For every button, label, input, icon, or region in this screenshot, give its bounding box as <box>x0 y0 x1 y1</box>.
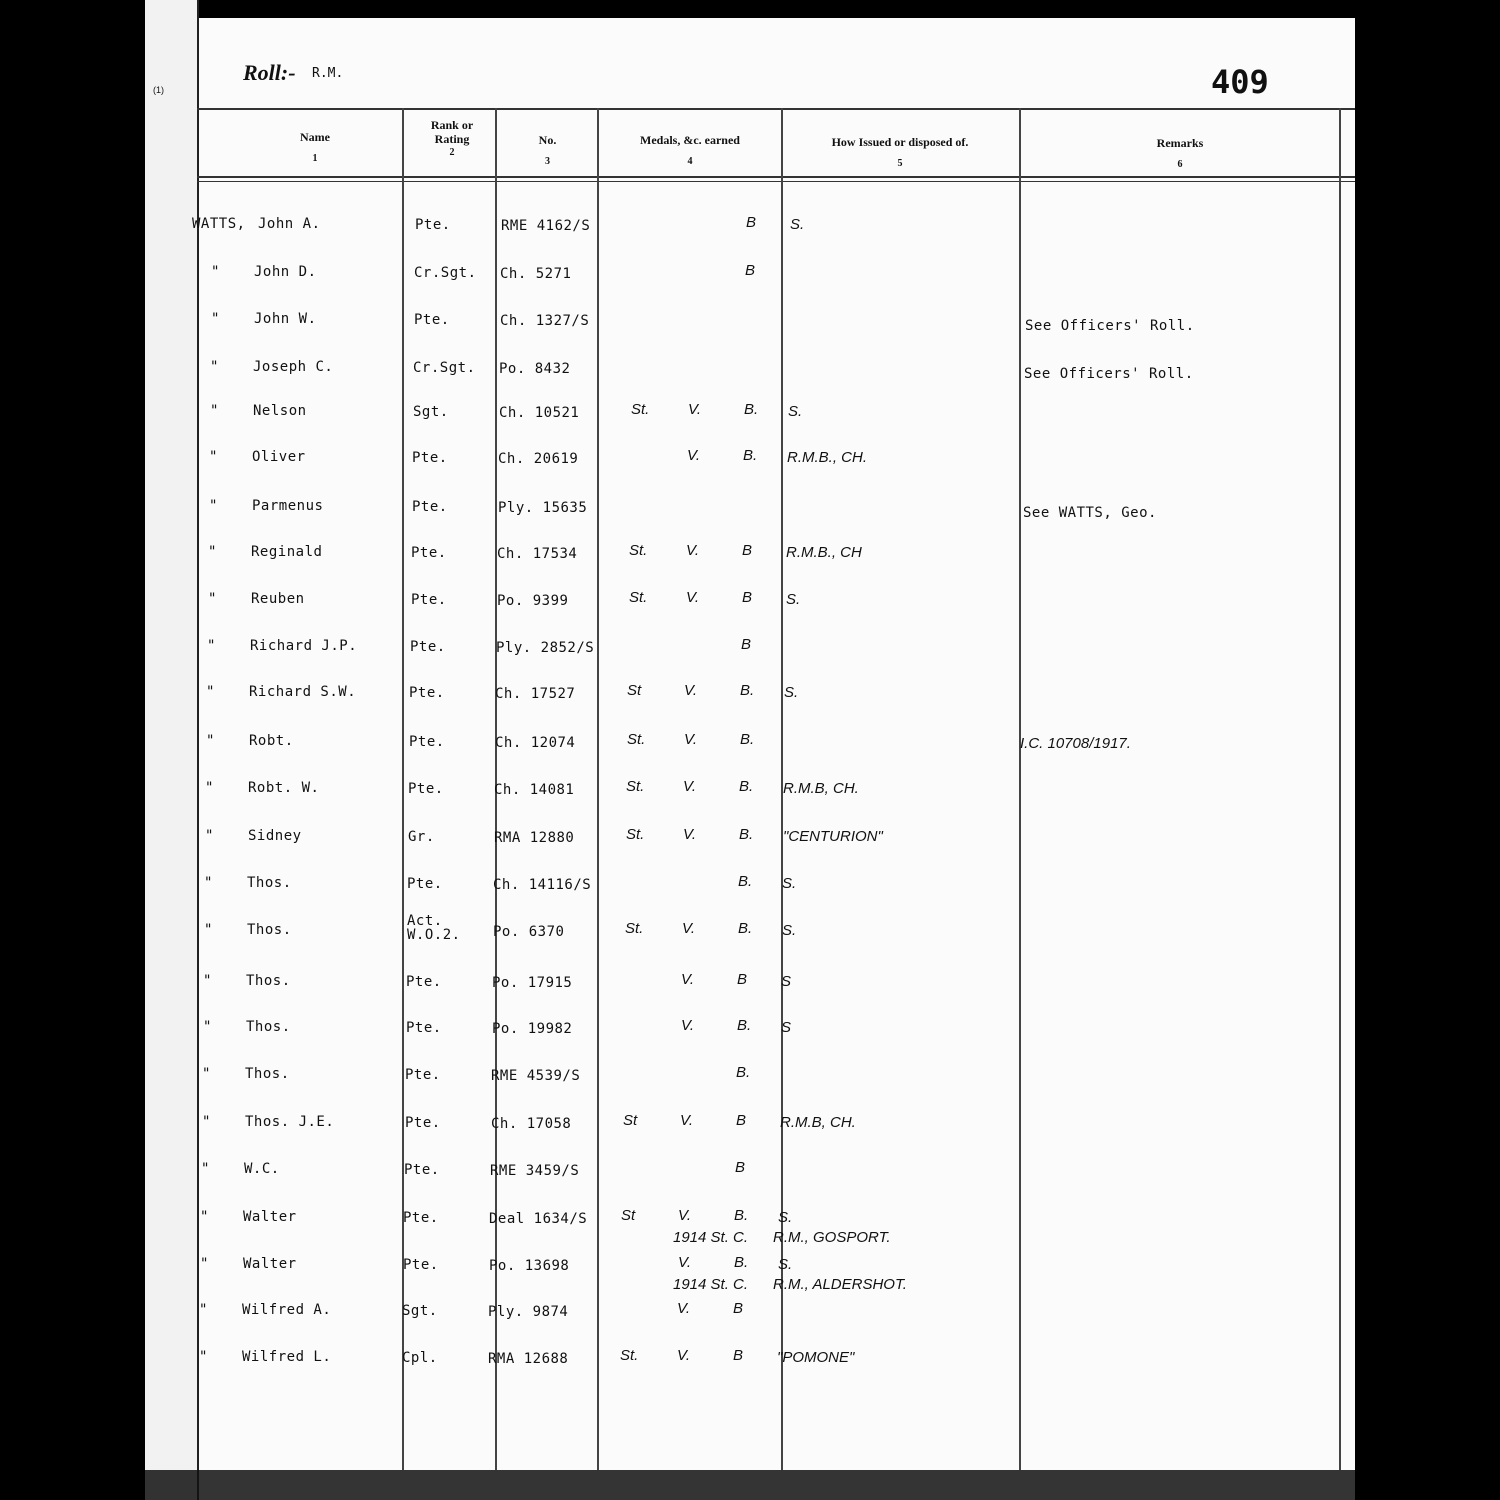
table-top-rule <box>197 108 1355 110</box>
medal-british-war: B <box>742 589 753 606</box>
issued-note: R.M.B., CH <box>786 544 862 561</box>
ditto-mark: " <box>209 498 218 514</box>
remarks-note: See Officers' Roll. <box>1024 366 1194 382</box>
table-row <box>145 496 1355 526</box>
entry-name: Richard S.W. <box>249 684 357 700</box>
medal-1914-star-clasp: 1914 St. C. <box>673 1229 749 1246</box>
entry-rank: Cr.Sgt. <box>413 360 476 376</box>
entry-service-number: Ch. 12074 <box>495 735 576 751</box>
scan-border-bottom <box>145 1470 1355 1500</box>
entry-name: Reuben <box>251 591 305 607</box>
entry-service-number: Ply. 2852/S <box>496 640 595 656</box>
table-row <box>145 1347 1355 1377</box>
ditto-mark: " <box>208 591 217 607</box>
entry-service-number: Po. 19982 <box>492 1021 573 1037</box>
entry-name: Thos. J.E. <box>245 1114 335 1130</box>
roll-value: R.M. <box>312 66 344 81</box>
entry-service-number: Ch. 14081 <box>494 782 575 798</box>
entry-rank: Pte. <box>414 312 450 328</box>
medal-1914-star-clasp: 1914 St. C. <box>673 1276 749 1293</box>
entry-rank: Cr.Sgt. <box>414 265 477 281</box>
col-header-no: No. 3 <box>538 133 557 167</box>
issued-note: S. <box>778 1256 793 1273</box>
entry-rank: Pte. <box>412 499 448 515</box>
medal-star: St. <box>629 542 648 559</box>
ditto-mark: " <box>199 1302 208 1318</box>
entry-name: John D. <box>254 264 317 280</box>
entry-name: Sidney <box>248 828 302 844</box>
medal-victory: V. <box>678 1254 692 1271</box>
medal-british-war: B <box>733 1300 744 1317</box>
ditto-mark: " <box>202 1114 211 1130</box>
entry-service-number: Po. 6370 <box>493 924 565 940</box>
entry-rank: Pte. <box>404 1162 440 1178</box>
entry-name: Thos. <box>246 1019 291 1035</box>
entry-name: Thos. <box>247 875 292 891</box>
col-header-name: Name 1 <box>300 130 330 164</box>
table-row <box>145 542 1355 572</box>
medal-british-war: B. <box>738 920 753 937</box>
entry-name: Walter <box>243 1209 297 1225</box>
entry-service-number: Ch. 10521 <box>499 405 580 421</box>
table-row <box>145 682 1355 712</box>
entry-rank: Pte. <box>408 781 444 797</box>
page-number: 409 <box>1211 63 1269 101</box>
entry-name: Walter <box>243 1256 297 1272</box>
table-row <box>145 1159 1355 1189</box>
issued-note: S <box>781 1019 792 1036</box>
medal-british-war: B <box>737 971 748 988</box>
issued-note: "POMONE" <box>777 1349 855 1366</box>
medal-star: St. <box>629 589 648 606</box>
entry-name: Oliver <box>252 449 306 465</box>
entry-name: John A. <box>258 216 321 232</box>
medal-victory: V. <box>680 1112 694 1129</box>
entry-service-number: Ply. 15635 <box>498 500 588 516</box>
medal-victory: V. <box>687 447 701 464</box>
issued-note: S <box>781 973 792 990</box>
table-row <box>145 1207 1355 1246</box>
entry-service-number: Ply. 9874 <box>488 1304 569 1320</box>
issued-note: "CENTURION" <box>783 828 883 845</box>
roll-page <box>145 0 1355 1500</box>
entry-rank: Pte. <box>403 1210 439 1226</box>
issued-note: S. <box>784 684 799 701</box>
medal-british-war: B. <box>738 873 753 890</box>
table-row <box>145 214 1355 244</box>
medal-victory: V. <box>688 401 702 418</box>
medal-british-war: B. <box>734 1207 749 1224</box>
entry-rank: Gr. <box>408 829 435 845</box>
entry-service-number: Po. 13698 <box>489 1258 570 1274</box>
medal-star: St. <box>626 778 645 795</box>
medal-victory: V. <box>681 971 695 988</box>
entry-service-number: Ch. 20619 <box>498 451 579 467</box>
issued-note: S. <box>790 216 805 233</box>
issued-note: S. <box>782 875 797 892</box>
entry-name: Wilfred A. <box>242 1302 332 1318</box>
medal-star: St <box>623 1112 638 1129</box>
medal-british-war: B. <box>740 731 755 748</box>
entry-service-number: Ch. 17534 <box>497 546 578 562</box>
entry-rank: Pte. <box>411 545 447 561</box>
entry-rank: Cpl. <box>402 1350 438 1366</box>
issued-note: S. <box>788 403 803 420</box>
medal-star: St. <box>627 731 646 748</box>
table-row <box>145 636 1355 666</box>
ditto-mark: " <box>205 780 214 796</box>
entry-rank: Pte. <box>406 1020 442 1036</box>
entry-name: Reginald <box>251 544 323 560</box>
medal-star: St <box>627 682 642 699</box>
medal-british-war: B. <box>736 1064 751 1081</box>
entry-rank: Pte. <box>403 1257 439 1273</box>
remarks-note: I.C. 10708/1917. <box>1020 735 1131 752</box>
ditto-mark: " <box>206 733 215 749</box>
table-row <box>145 826 1355 856</box>
entry-rank: Pte. <box>405 1067 441 1083</box>
entry-service-number: Deal 1634/S <box>489 1211 588 1227</box>
medal-victory: V. <box>684 731 698 748</box>
medal-british-war: B. <box>740 682 755 699</box>
entry-surname: WATTS, <box>192 216 246 232</box>
medal-star: St. <box>626 826 645 843</box>
entry-service-number: Ch. 14116/S <box>493 877 592 893</box>
medal-victory: V. <box>686 589 700 606</box>
issued-note: R.M.B., CH. <box>787 449 868 466</box>
medal-british-war: B. <box>739 826 754 843</box>
entry-rank: Pte. <box>412 450 448 466</box>
entry-rank: Pte. <box>406 974 442 990</box>
entry-name: Wilfred L. <box>242 1349 332 1365</box>
medal-victory: V. <box>677 1300 691 1317</box>
entry-service-number: RME 3459/S <box>490 1163 580 1179</box>
medal-victory: V. <box>684 682 698 699</box>
ditto-mark: " <box>200 1209 209 1225</box>
entry-rank: Act. W.O.2. <box>407 913 461 943</box>
table-row <box>145 589 1355 619</box>
entry-rank: Pte. <box>411 592 447 608</box>
table-row <box>145 1064 1355 1094</box>
col-header-medals: Medals, &c. earned 4 <box>640 133 740 167</box>
ditto-mark: " <box>203 1019 212 1035</box>
entry-service-number: RME 4162/S <box>501 218 591 234</box>
medal-star: St. <box>631 401 650 418</box>
table-row <box>145 1254 1355 1293</box>
issued-note: S. <box>786 591 801 608</box>
medal-british-war: B <box>742 542 753 559</box>
table-row <box>145 778 1355 808</box>
entry-rank: Sgt. <box>413 404 449 420</box>
entry-name: W.C. <box>244 1161 280 1177</box>
ditto-mark: " <box>205 828 214 844</box>
ditto-mark: " <box>207 638 216 654</box>
medal-victory: V. <box>682 920 696 937</box>
entry-rank: Pte. <box>410 639 446 655</box>
entry-rank: Pte. <box>407 876 443 892</box>
medal-british-war: B <box>735 1159 746 1176</box>
ditto-mark: " <box>211 311 220 327</box>
medal-british-war: B <box>733 1347 744 1364</box>
table-row <box>145 401 1355 431</box>
medal-british-war: B. <box>744 401 759 418</box>
entry-name: Thos. <box>246 973 291 989</box>
ditto-mark: " <box>204 875 213 891</box>
col-header-rank: Rank or Rating 2 <box>430 118 474 158</box>
entry-service-number: Ch. 17527 <box>495 686 576 702</box>
medal-victory: V. <box>683 778 697 795</box>
entry-service-number: Po. 17915 <box>492 975 573 991</box>
ditto-mark: " <box>202 1066 211 1082</box>
medal-victory: V. <box>681 1017 695 1034</box>
remarks-note: See Officers' Roll. <box>1025 318 1195 334</box>
table-row <box>145 262 1355 292</box>
entry-rank: Pte. <box>409 734 445 750</box>
scan-border-top <box>145 0 1355 18</box>
header-bottom-rule-2 <box>197 181 1355 182</box>
remarks-note: See WATTS, Geo. <box>1023 505 1157 521</box>
medal-victory: V. <box>686 542 700 559</box>
table-row <box>145 1112 1355 1142</box>
ditto-mark: " <box>201 1161 210 1177</box>
medal-victory: V. <box>678 1207 692 1224</box>
roll-label: Roll:- <box>243 60 296 85</box>
ditto-mark: " <box>211 264 220 280</box>
entry-service-number: Ch. 1327/S <box>500 313 590 329</box>
entry-name: Robt. W. <box>248 780 320 796</box>
medal-british-war: B. <box>734 1254 749 1271</box>
entry-name: Nelson <box>253 403 307 419</box>
medal-british-war: B. <box>743 447 758 464</box>
issued-depot: R.M., ALDERSHOT. <box>773 1276 907 1293</box>
entry-service-number: Ch. 5271 <box>500 266 572 282</box>
entry-rank: Pte. <box>405 1115 441 1131</box>
entry-name: Richard J.P. <box>250 638 358 654</box>
ditto-mark: " <box>199 1349 208 1365</box>
ditto-mark: " <box>206 684 215 700</box>
entry-service-number: Po. 9399 <box>497 593 569 609</box>
medal-british-war: B <box>741 636 752 653</box>
col-header-remarks: Remarks 6 <box>1156 136 1204 170</box>
entry-service-number: RME 4539/S <box>491 1068 581 1084</box>
entry-service-number: Po. 8432 <box>499 361 571 377</box>
table-row <box>145 1300 1355 1330</box>
issued-note: R.M.B, CH. <box>780 1114 856 1131</box>
margin-mark: (1) <box>153 85 164 95</box>
entry-service-number: Ch. 17058 <box>491 1116 572 1132</box>
issued-note: S. <box>778 1209 793 1226</box>
medal-star: St <box>621 1207 636 1224</box>
medal-british-war: B <box>736 1112 747 1129</box>
ditto-mark: " <box>200 1256 209 1272</box>
medal-victory: V. <box>683 826 697 843</box>
medal-british-war: B. <box>739 778 754 795</box>
issued-note: S. <box>782 922 797 939</box>
entry-name: Parmenus <box>252 498 324 514</box>
medal-british-war: B. <box>737 1017 752 1034</box>
table-row <box>145 1017 1355 1047</box>
ditto-mark: " <box>203 973 212 989</box>
table-row <box>145 873 1355 903</box>
ditto-mark: " <box>209 449 218 465</box>
entry-service-number: RMA 12688 <box>488 1351 569 1367</box>
entry-rank: Pte. <box>409 685 445 701</box>
medal-victory: V. <box>677 1347 691 1364</box>
entry-rank: Pte. <box>415 217 451 233</box>
table-row <box>145 357 1355 387</box>
entry-service-number: RMA 12880 <box>494 830 575 846</box>
table-row <box>145 971 1355 1001</box>
issued-depot: R.M., GOSPORT. <box>773 1229 891 1246</box>
medal-star: St. <box>620 1347 639 1364</box>
entry-name: Joseph C. <box>253 359 334 375</box>
table-row <box>145 309 1355 339</box>
ditto-mark: " <box>208 544 217 560</box>
entry-name: Thos. <box>247 922 292 938</box>
medal-british-war: B <box>746 214 757 231</box>
ditto-mark: " <box>210 403 219 419</box>
table-row <box>145 731 1355 761</box>
table-row <box>145 447 1355 477</box>
table-row <box>145 913 1355 950</box>
medal-star: St. <box>625 920 644 937</box>
issued-note: R.M.B, CH. <box>783 780 859 797</box>
header-bottom-rule <box>197 176 1355 178</box>
medal-british-war: B <box>745 262 756 279</box>
ditto-mark: " <box>210 359 219 375</box>
entry-name: Robt. <box>249 733 294 749</box>
col-header-issued: How Issued or disposed of. 5 <box>831 135 969 169</box>
ditto-mark: " <box>204 922 213 938</box>
entry-name: Thos. <box>245 1066 290 1082</box>
entry-name: John W. <box>254 311 317 327</box>
entry-rank: Sgt. <box>402 1303 438 1319</box>
